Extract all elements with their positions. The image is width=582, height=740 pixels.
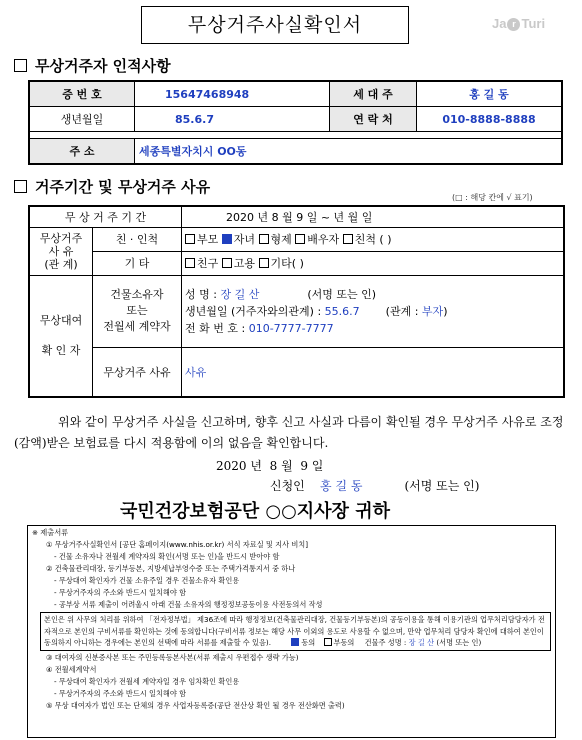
watermark-logo: Ja r Turi: [492, 16, 546, 31]
provider-name: 장 길 산: [220, 287, 260, 301]
label-period: 무 상 거 주 기 간: [29, 206, 182, 227]
cause-value: 사유: [182, 347, 565, 397]
label-contact: 연 락 처: [330, 107, 417, 132]
other-options: [182, 251, 565, 275]
checkbox-friend[interactable]: 친구: [185, 257, 218, 270]
docs-title: ※ 제출서류: [32, 528, 69, 537]
label-other: 기 타: [93, 251, 182, 275]
household-head-value: 홍 길 동: [417, 81, 563, 107]
label-household-head: 세 대 주: [330, 81, 417, 107]
label-reason: 무상거주 사 유 (관 계): [29, 227, 93, 275]
address-value: 세종특별자치시 OO동: [135, 139, 563, 165]
square-bullet-icon: [14, 59, 27, 72]
recipient-title: 국민건강보험공단 ○○지사장 귀하: [120, 501, 390, 522]
square-bullet-icon: [14, 180, 27, 193]
declaration-text: 위와 같이 무상거주 사실을 신고하며, 향후 신고 사실과 다름이 확인될 경우 무상거주 사유로 조정(감액)받은 보험료를 다시 적용함에 이의 없음을 확인합니다.: [14, 415, 564, 450]
label-id-number: 증 번 호: [29, 81, 135, 107]
label-address: 주 소: [29, 139, 135, 165]
checkbox-sibling[interactable]: 형제: [259, 233, 292, 246]
birthdate-value: 85.6.7: [135, 107, 330, 132]
page-title: 무상거주사실확인서: [141, 6, 409, 44]
checkbox-agree[interactable]: 동의: [291, 638, 315, 647]
provider-details: 성 명 : 장 길 산 (서명 또는 인) 생년월일 (거주자와의관계) : 55.6.7 (관계 : 부자) 전 화 번 호 : 010-7777-7777: [182, 275, 565, 347]
checkbox-spouse[interactable]: 배우자: [295, 233, 339, 246]
label-provider: 무상대여 확 인 자: [29, 275, 93, 397]
checkbox-etc[interactable]: 기타( ): [259, 257, 304, 270]
checkbox-child[interactable]: 자녀: [222, 233, 255, 246]
signature-date: 2020 년 8 월 9 일: [216, 459, 324, 473]
label-owner: 건물소유자 또는 전월세 계약자: [93, 275, 182, 347]
period-reason-table: [28, 205, 565, 398]
period-value: 2020 년 8 월 9 일 ~ 년 월 일: [182, 206, 565, 227]
consent-box: 본인은 위 사무의 처리를 위하여 「전자정부법」 제36조에 따라 행정정보(건축물관리대장, 건물등기부등본)의 공동이용을 통해 이용기관의 업무처리담당자가 전자적으로 본인의 구비서류를 확인하는 것에 동의합니다(구비서류 정보는 해당 사무 이외의 용도로 사용할 수 없으며, 만약 업무처리 담당자 확인에 대하여 본인이 동의하지 아니하는 경우에는 본인의 선택에 따라 서류를 제출할 수 있음). 동의 부동의 건물주 성명 : 장 길 산 (서명 또는 인): [40, 612, 551, 651]
label-kinship: 친 · 인척: [93, 227, 182, 251]
checkbox-note: (□ : 해당 칸에 √ 표기): [452, 193, 533, 202]
checkbox-disagree[interactable]: 부동의: [324, 638, 355, 647]
id-number-value: 15647468948: [135, 81, 330, 107]
label-cause: 무상거주 사유: [93, 347, 182, 397]
kinship-options: [182, 227, 565, 251]
applicant-signature: 신청인 홍 길 동 (서명 또는 인): [270, 479, 480, 493]
section-heading-personal: 무상거주자 인적사항: [14, 55, 171, 76]
label-birthdate: 생년월일: [29, 107, 135, 132]
section-heading-period: 거주기간 및 무상거주 사유: [14, 176, 210, 197]
required-documents-box: ※ 제출서류 ① 무상거주사실확인서 [공단 홈페이지(www.nhis.or.kr) 서식 자료실 및 지사 비치] - 건물 소유자나 전월세 계약자의 확인(서명 또는 인)을 반드시 받아야 함 ② 건축물관리대장, 등기부등본, 지방세납부영수증 또는 주택가격통지서 중 하나 - 무상대여 확인자가 건물 소유주일 경우 건물소유자 확인용 - 무상거주자의 주소와 반드시 일치해야 함 - 공부상 서류 제출이 어려울시 아래 건물 소유자의 행정정보공동이용 사전동의서 작성 본인은 위 사무의 처리를 위하여 「전자정부법」 제36조에 따라 행정정보(건축물관리대장, 건물등기부등본)의 공동이용을 통해 이용기관의 업무처리담당자가 전자적으로 본인의 구비서류를 확인하는 것에 동의합니다(구비서류 정보는 해당 사무 이외의 용도로 사용할 수 없으며, 만약 업무처리 담당자 확인에 대하여 본인이 동의하지 아니하는 경우에는 본인의 선택에 따라 서류를 제출할 수 있음). 동의 부동의 건물주 성명 : 장 길 산 (서명 또는 인) ③ 대여자의 신분증사본 또는 주민등록등본사본(서류 제출시 우편접수 생략 가능) ④ 전월세계약서 - 무상대여 확인자가 전월세 계약자일 경우 임차확인 확인용 - 무상거주자의 주소와 반드시 일치해야 함 ⑤ 무상 대여자가 법인 또는 단체의 경우 사업자등록증(공단 전산상 확인 될 경우 전산화면 출력): [27, 525, 556, 738]
provider-phone: 010-7777-7777: [248, 321, 334, 335]
checkbox-parent[interactable]: 부모: [185, 233, 218, 246]
checkbox-employment[interactable]: 고용: [222, 257, 255, 270]
checkbox-relative[interactable]: 친척 ( ): [343, 233, 392, 246]
personal-info-table: [28, 80, 563, 165]
contact-value: 010-8888-8888: [417, 107, 563, 132]
